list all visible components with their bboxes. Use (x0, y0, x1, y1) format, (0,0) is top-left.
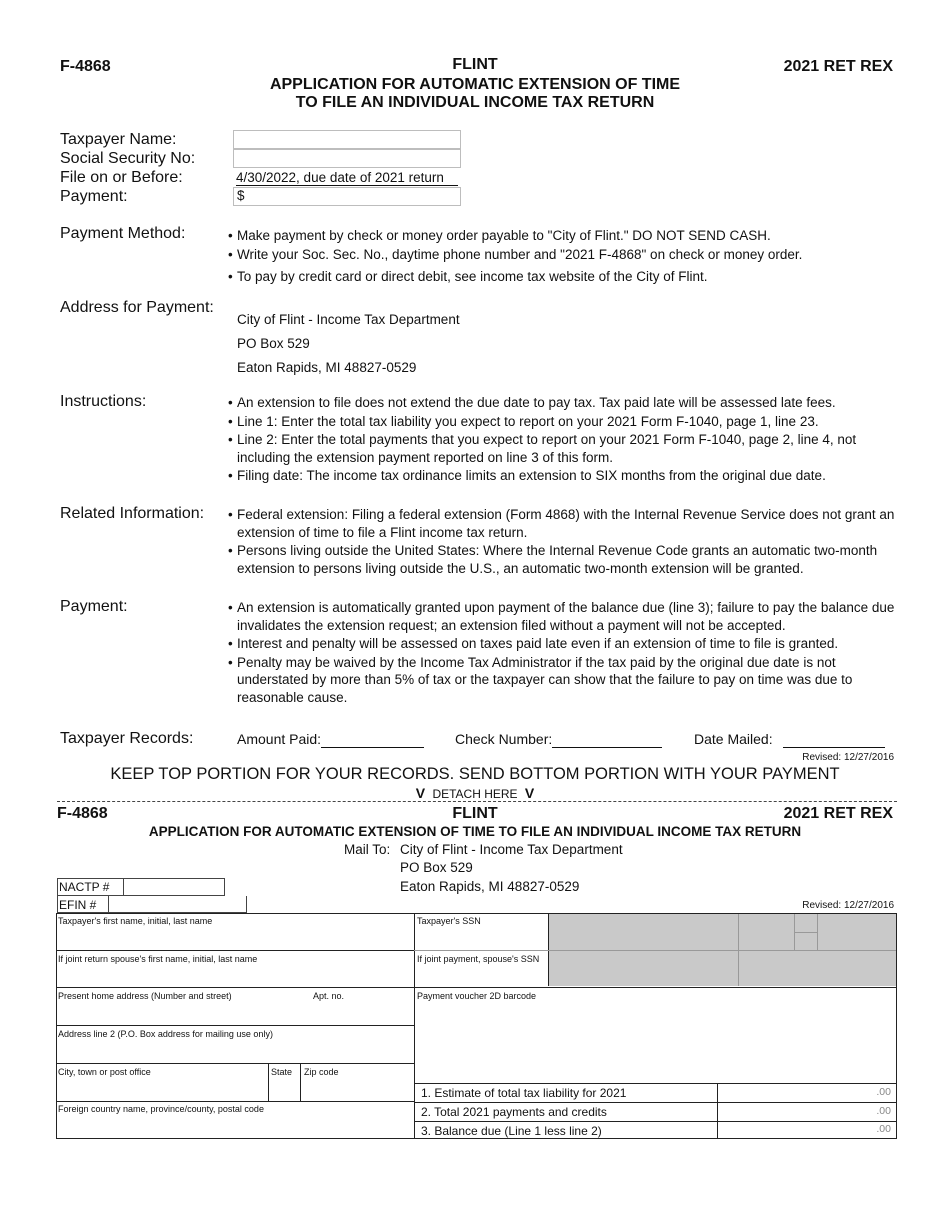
efin-input[interactable] (108, 896, 247, 912)
city-label: City, town or post office (58, 1067, 151, 1077)
efin-label: EFIN # (59, 898, 97, 912)
mail-to-label: Mail To: (344, 842, 391, 857)
voucher-form-id: F-4868 (57, 805, 108, 822)
payment-method-label: Payment Method: (60, 225, 186, 242)
city-title: FLINT (452, 56, 498, 73)
address2-label: Address line 2 (P.O. Box address for mailing use only) (58, 1029, 273, 1039)
file-before-value: 4/30/2022, due date of 2021 return (236, 170, 458, 186)
spouse-ssn-label: If joint payment, spouse's SSN (417, 954, 540, 964)
ssn-input[interactable] (233, 149, 461, 168)
grid-line (56, 950, 414, 951)
payment-info-item: • Interest and penalty will be assessed on taxes paid late even if an extension of time to file is granted. (228, 635, 898, 653)
payment-method-item: • To pay by credit card or direct debit, see income tax website of the City of Flint. (228, 268, 898, 286)
address-line3: Eaton Rapids, MI 48827-0529 (237, 360, 417, 375)
amount-paid-field[interactable] (321, 733, 424, 748)
detach-line (57, 801, 897, 802)
grid-line (56, 1063, 414, 1064)
form-title-line1: APPLICATION FOR AUTOMATIC EXTENSION OF TIME (269, 76, 681, 93)
voucher-form-code: 2021 RET REX (783, 805, 893, 822)
spouse-name-label: If joint return spouse's first name, initial, last name (58, 954, 258, 964)
revised-date-top: Revised: 12/27/2016 (802, 752, 894, 763)
payment-method-bullets (228, 227, 898, 287)
file-before-label: File on or Before: (60, 169, 183, 186)
check-number-label: Check Number: (455, 731, 553, 747)
instruction-item: • Line 1: Enter the total tax liability you expect to report on your 2021 Form F-1040, page 1, line 23. (228, 413, 898, 431)
check-number-field[interactable] (552, 733, 662, 748)
detach-arrow-left-icon: V (415, 785, 426, 801)
line3-value: .00 (876, 1123, 891, 1135)
city-input[interactable] (57, 1079, 267, 1100)
voucher-title: APPLICATION FOR AUTOMATIC EXTENSION OF TIME TO FILE AN INDIVIDUAL INCOME TAX RETURN (148, 824, 802, 839)
line1-label: 1. Estimate of total tax liability for 2021 (421, 1086, 627, 1100)
grid-line (56, 987, 414, 988)
instruction-item: • An extension to file does not extend the due date to pay tax. Tax paid late will be assessed late fees. (228, 394, 898, 412)
grid-line (56, 1025, 414, 1026)
payment-amount-label: Payment: (60, 188, 128, 205)
mail-to-line2: PO Box 529 (400, 860, 473, 875)
taxpayer-name-label: Taxpayer Name: (60, 131, 177, 148)
payment-method-item: • Write your Soc. Sec. No., daytime phone number and "2021 F-4868" on check or money order. (228, 246, 807, 264)
instructions-bullets (228, 394, 898, 486)
mail-to-line3: Eaton Rapids, MI 48827-0529 (400, 879, 580, 894)
foreign-input[interactable] (57, 1116, 413, 1138)
state-input[interactable] (269, 1079, 299, 1100)
date-mailed-label: Date Mailed: (694, 731, 773, 747)
related-item: • Persons living outside the United States: Where the Internal Revenue Code grants an automatic two-month extension to persons living outside the U.S., an automatic two-month extension will be granted. (228, 542, 898, 577)
detach-arrow-right-icon: V (524, 785, 535, 801)
line3-input[interactable] (718, 1122, 896, 1138)
line2-value: .00 (876, 1105, 891, 1117)
instruction-item: • Line 2: Enter the total payments that you expect to report on your 2021 Form F-1040, page 2, line 4, not including the extension payment reported on line 3 of this form. (228, 431, 898, 466)
taxpayer-ssn-label: Taxpayer's SSN (417, 916, 481, 926)
first-name-input[interactable] (57, 928, 413, 949)
zip-input[interactable] (301, 1079, 413, 1100)
grid-divider (414, 913, 415, 1139)
form-id: F-4868 (60, 58, 111, 75)
detach-here (0, 785, 950, 801)
nactp-label: NACTP # (59, 880, 110, 894)
address2-input[interactable] (57, 1041, 413, 1062)
grid-line (56, 1101, 414, 1102)
instruction-item: • Filing date: The income tax ordinance limits an extension to SIX months from the original due date. (228, 467, 898, 485)
form-title-line2: TO FILE AN INDIVIDUAL INCOME TAX RETURN (295, 94, 655, 111)
line3-label: 3. Balance due (Line 1 less line 2) (421, 1124, 602, 1138)
records-label: Taxpayer Records: (60, 730, 194, 747)
payment-info-item: • Penalty may be waived by the Income Tax Administrator if the tax paid by the original due date is not understated by more than 5% of tax or the taxpayer can show that the failure to pay on time was due to reasonable cause. (228, 654, 898, 707)
barcode-label: Payment voucher 2D barcode (417, 991, 537, 1001)
payment-info-item: • An extension is automatically granted upon payment of the balance due (line 3); failure to pay the balance due invalidates the extension request; an extension filed without a payment will not be accepted. (228, 599, 898, 634)
spouse-ssn-input[interactable] (549, 951, 738, 986)
grid-line (414, 987, 897, 988)
ssn-label: Social Security No: (60, 150, 196, 167)
payment-info-bullets (228, 599, 898, 707)
line1-input[interactable] (718, 1084, 896, 1102)
related-info-label: Related Information: (60, 505, 205, 522)
date-mailed-field[interactable] (783, 733, 885, 748)
related-item: • Federal extension: Filing a federal extension (Form 4868) with the Internal Revenue Service does not grant an extension of time to file a Flint income tax return. (228, 506, 898, 541)
address-input[interactable] (57, 1003, 413, 1024)
form-code: 2021 RET REX (783, 58, 893, 75)
amount-paid-label: Amount Paid: (237, 731, 322, 747)
state-label: State (271, 1067, 293, 1077)
spouse-name-input[interactable] (57, 966, 413, 986)
address-line1: City of Flint - Income Tax Department (237, 312, 460, 327)
address-payment-label: Address for Payment: (60, 299, 214, 316)
revised-date-voucher: Revised: 12/27/2016 (802, 900, 894, 911)
apt-label: Apt. no. (313, 991, 345, 1001)
keep-top-portion-text: KEEP TOP PORTION FOR YOUR RECORDS. SEND BOTTOM PORTION WITH YOUR PAYMENT (110, 765, 840, 783)
grid-line (794, 932, 818, 933)
payment-amount-input[interactable]: $ (233, 187, 461, 206)
taxpayer-ssn-input[interactable] (549, 914, 738, 950)
line2-input[interactable] (718, 1103, 896, 1121)
first-name-label: Taxpayer's first name, initial, last name (58, 916, 213, 926)
line1-value: .00 (876, 1086, 891, 1098)
detach-here-label: DETACH HERE (432, 787, 518, 801)
related-info-bullets (228, 506, 898, 578)
address-label: Present home address (Number and street) (58, 991, 232, 1001)
foreign-label: Foreign country name, province/county, postal code (58, 1104, 264, 1114)
payment-method-item: • Make payment by check or money order payable to "City of Flint." DO NOT SEND CASH. (228, 227, 898, 245)
taxpayer-name-input[interactable] (233, 130, 461, 149)
address-line2: PO Box 529 (237, 336, 310, 351)
mail-to-line1: City of Flint - Income Tax Department (400, 842, 623, 857)
payment-info-label: Payment: (60, 598, 128, 615)
zip-label: Zip code (304, 1067, 339, 1077)
line2-label: 2. Total 2021 payments and credits (421, 1105, 607, 1119)
nactp-input[interactable] (123, 879, 225, 895)
instructions-label: Instructions: (60, 393, 147, 410)
voucher-city: FLINT (452, 805, 498, 822)
